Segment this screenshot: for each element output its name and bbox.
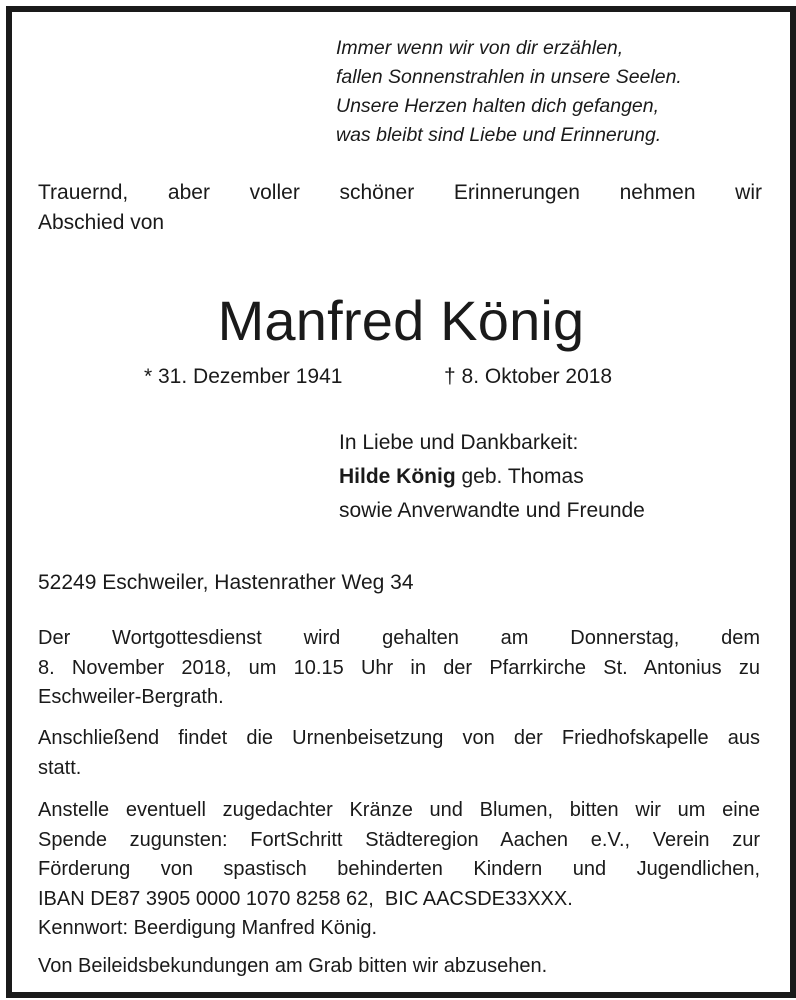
birth-date: * 31. Dezember 1941: [144, 365, 343, 388]
closing-note: [38, 952, 760, 982]
closing-line: Von Beileidsbekundungen am Grab bitten wir abzusehen.: [38, 955, 548, 977]
donation-keyword: Kennwort: Beerdigung Manfred König.: [38, 917, 378, 939]
poem-line: was bleibt sind Liebe und Erinnerung.: [336, 124, 662, 146]
obituary-notice: [12, 12, 790, 992]
service-line: Der Wortgottesdienst wird gehalten am Donnerstag, dem: [38, 627, 760, 649]
burial-line: statt.: [38, 756, 82, 779]
donation-line: Spende zugunsten: FortSchritt Städteregion Aachen e.V., Verein zur: [38, 828, 760, 851]
signers: [339, 426, 645, 528]
burial-info: [38, 724, 760, 783]
signers-others: sowie Anverwandte und Freunde: [339, 499, 645, 522]
donation-info: [38, 796, 760, 944]
death-date: † 8. Oktober 2018: [444, 365, 613, 388]
address: 52249 Eschweiler, Hastenrather Weg 34: [38, 571, 414, 594]
poem: [336, 34, 776, 150]
service-info: [38, 624, 760, 713]
intro-text: [38, 178, 762, 238]
intro-line: Trauernd, aber voller schöner Erinnerungen nehmen wir: [38, 181, 762, 204]
poem-line: fallen Sonnenstrahlen in unsere Seelen.: [336, 66, 682, 88]
signers-primary: [339, 460, 645, 494]
donation-bank-details: IBAN DE87 3905 0000 1070 8258 62, BIC AACSDE33XXX.: [38, 887, 573, 910]
primary-signer-suffix: geb. Thomas: [455, 465, 584, 488]
donation-line: Förderung von spastisch behinderten Kindern und Jugendlichen,: [38, 858, 760, 880]
burial-line: Anschließend findet die Urnenbeisetzung von der Friedhofskapelle aus: [38, 727, 760, 749]
poem-line: Unsere Herzen halten dich gefangen,: [336, 95, 660, 117]
primary-signer-name: Hilde König: [339, 465, 456, 488]
obituary-border: [6, 6, 796, 998]
service-line: Eschweiler-Bergrath.: [38, 686, 224, 708]
service-line: 8. November 2018, um 10.15 Uhr in der Pfarrkirche St. Antonius zu: [38, 656, 760, 679]
intro-line: Abschied von: [38, 211, 165, 234]
poem-line: Immer wenn wir von dir erzählen,: [336, 37, 624, 59]
signers-heading: In Liebe und Dankbarkeit:: [339, 431, 579, 454]
deceased-name: Manfred König: [217, 289, 585, 352]
donation-line: Anstelle eventuell zugedachter Kränze und Blumen, bitten wir um eine: [38, 799, 760, 821]
